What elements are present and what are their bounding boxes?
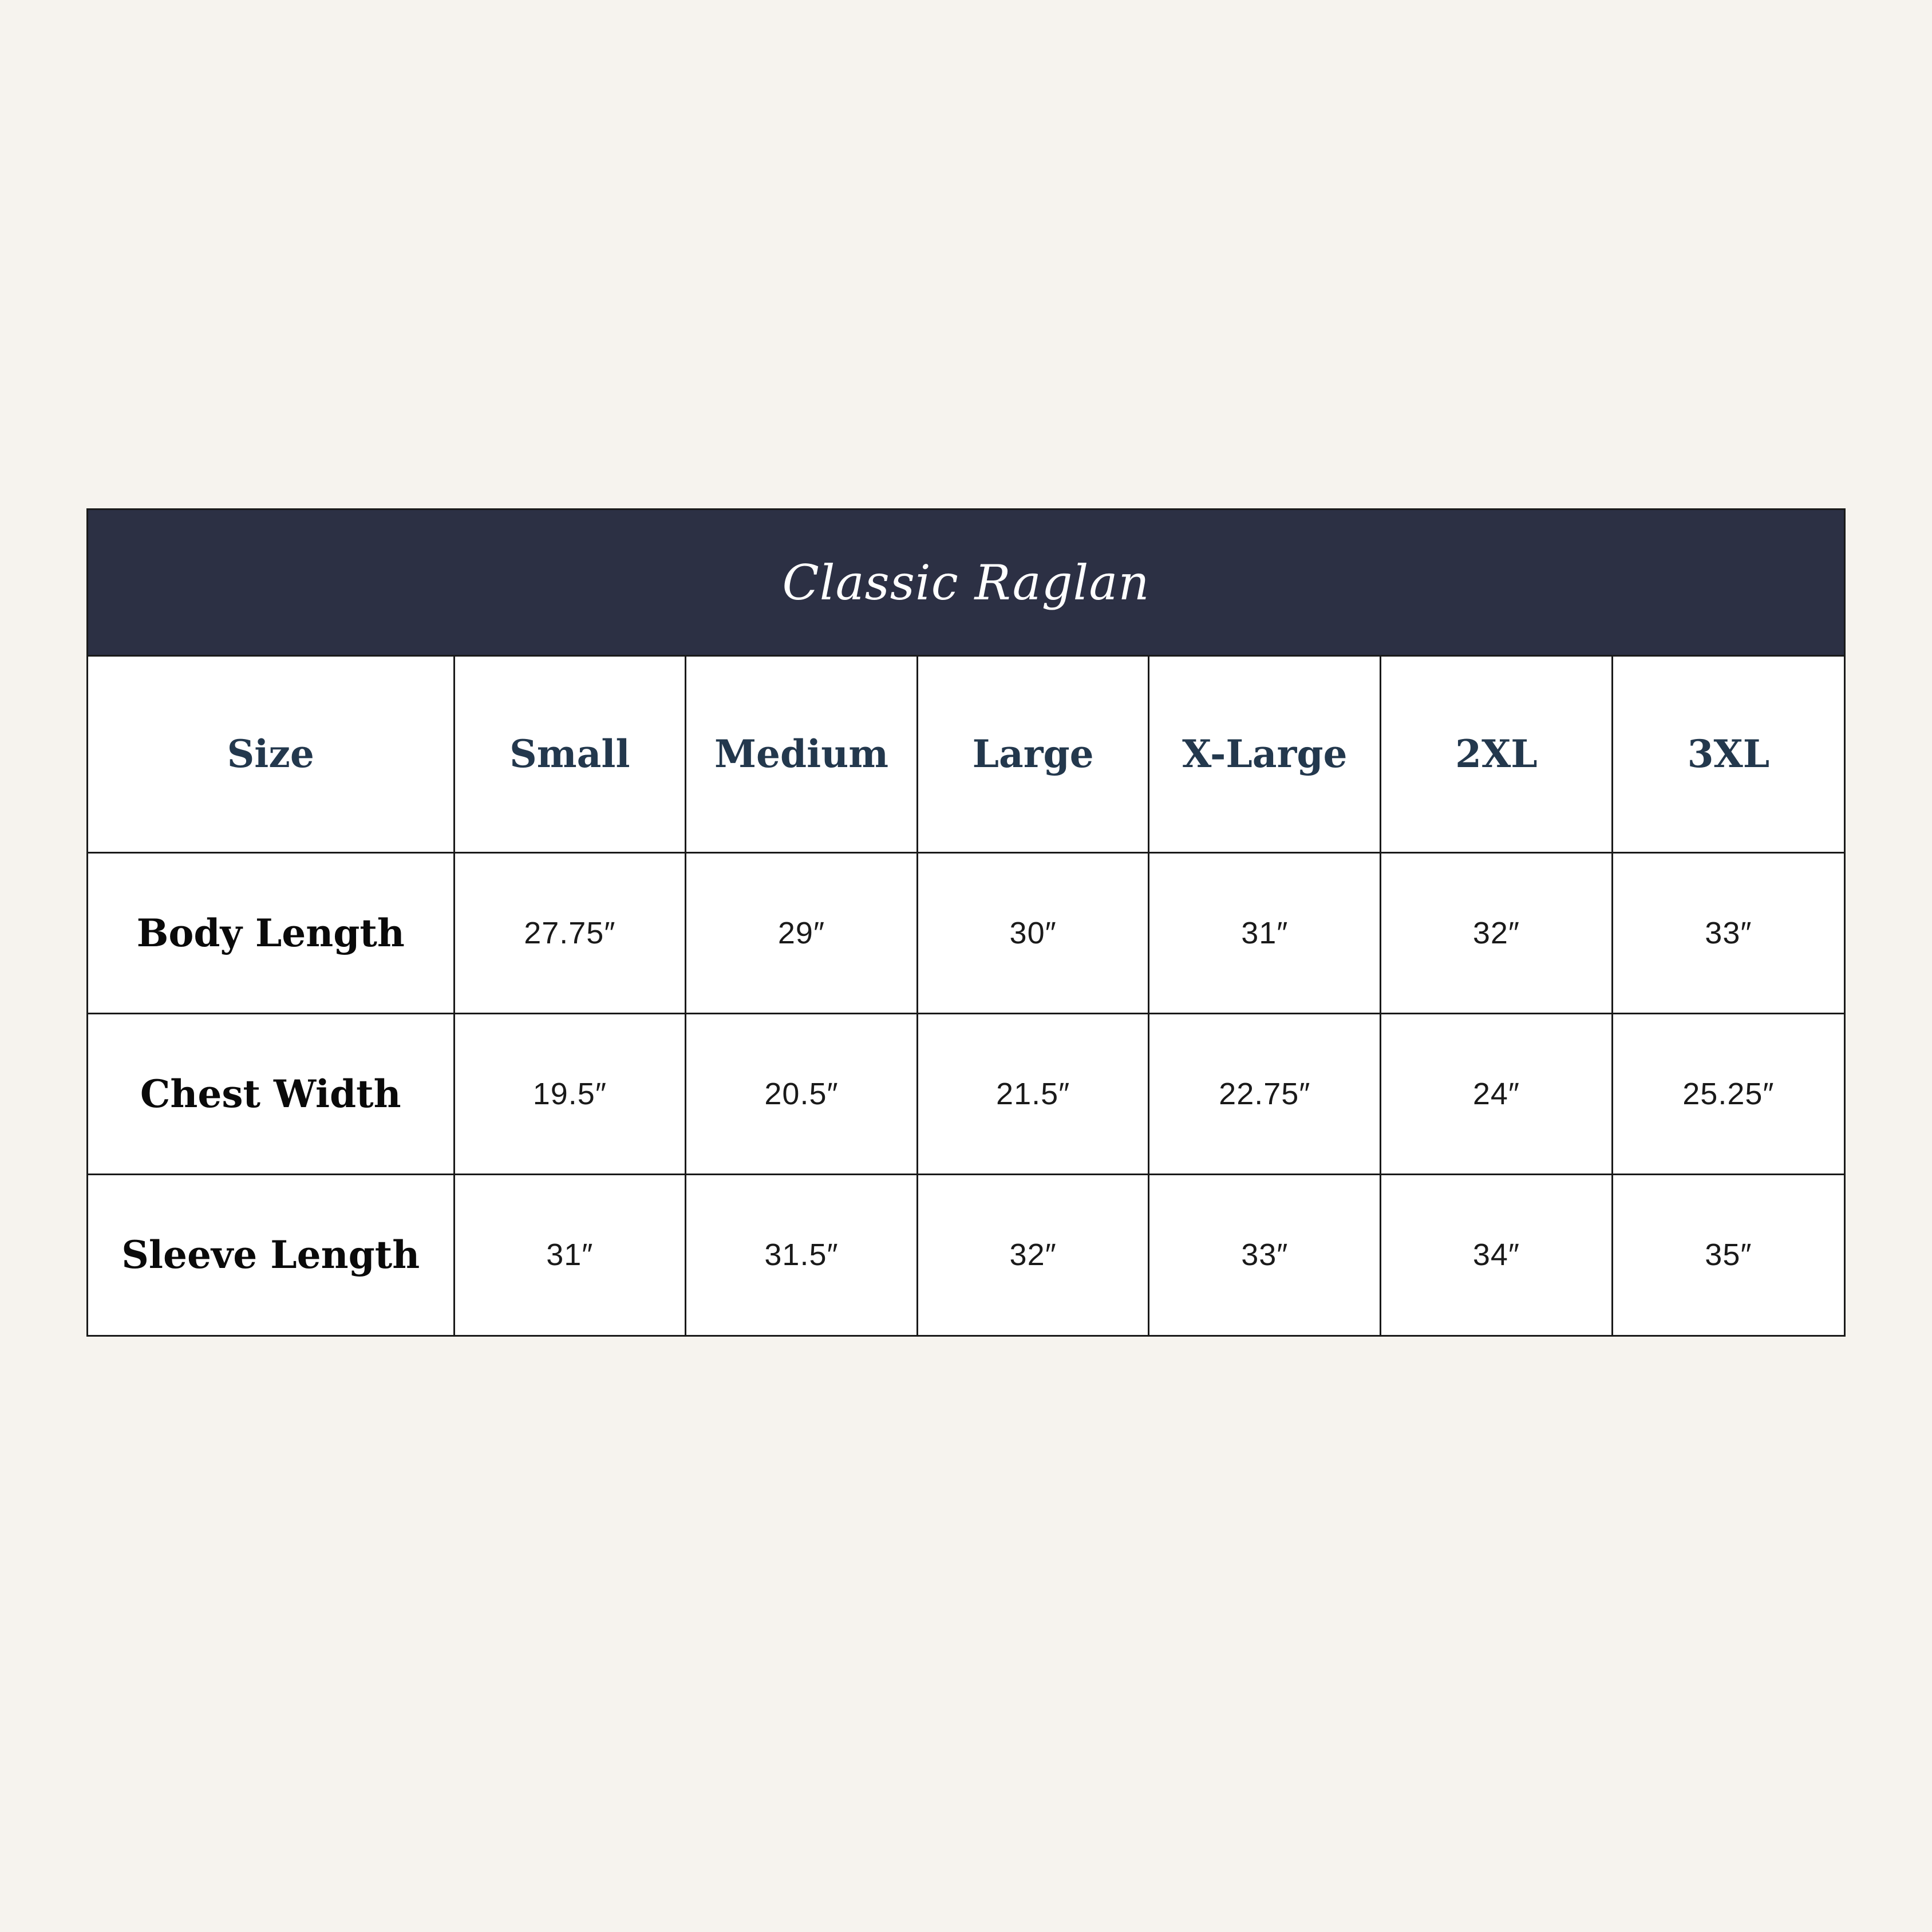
- row-label: Sleeve Length: [88, 1174, 454, 1335]
- table-cell: 32″: [1381, 852, 1613, 1013]
- header-cell-size: Size: [88, 657, 454, 852]
- table-cell: 33″: [1612, 852, 1844, 1013]
- row-label: Body Length: [88, 852, 454, 1013]
- table-cell: 29″: [686, 852, 918, 1013]
- table-cell: 20.5″: [686, 1013, 918, 1174]
- table-cell: 31.5″: [686, 1174, 918, 1335]
- table-cell: 32″: [917, 1174, 1149, 1335]
- size-table: [88, 657, 1844, 1335]
- table-cell: 19.5″: [454, 1013, 686, 1174]
- table-cell: 31″: [1149, 852, 1381, 1013]
- header-cell-medium: Medium: [686, 657, 918, 852]
- size-chart: [86, 508, 1846, 1337]
- table-cell: 22.75″: [1149, 1013, 1381, 1174]
- table-row-sleeve-length: [88, 1174, 1844, 1335]
- chart-title-bar: [88, 510, 1844, 657]
- table-cell: 34″: [1381, 1174, 1613, 1335]
- row-label: Chest Width: [88, 1013, 454, 1174]
- table-cell: 21.5″: [917, 1013, 1149, 1174]
- header-cell-2xl: 2XL: [1381, 657, 1613, 852]
- table-row-chest-width: [88, 1013, 1844, 1174]
- table-cell: 25.25″: [1612, 1013, 1844, 1174]
- table-cell: 33″: [1149, 1174, 1381, 1335]
- table-cell: 31″: [454, 1174, 686, 1335]
- header-cell-large: Large: [917, 657, 1149, 852]
- table-cell: 24″: [1381, 1013, 1613, 1174]
- table-row-body-length: [88, 852, 1844, 1013]
- table-header-row: [88, 657, 1844, 852]
- table-cell: 35″: [1612, 1174, 1844, 1335]
- table-cell: 27.75″: [454, 852, 686, 1013]
- header-cell-3xl: 3XL: [1612, 657, 1844, 852]
- chart-title: Classic Raglan: [782, 554, 1150, 611]
- header-cell-x-large: X-Large: [1149, 657, 1381, 852]
- header-cell-small: Small: [454, 657, 686, 852]
- table-cell: 30″: [917, 852, 1149, 1013]
